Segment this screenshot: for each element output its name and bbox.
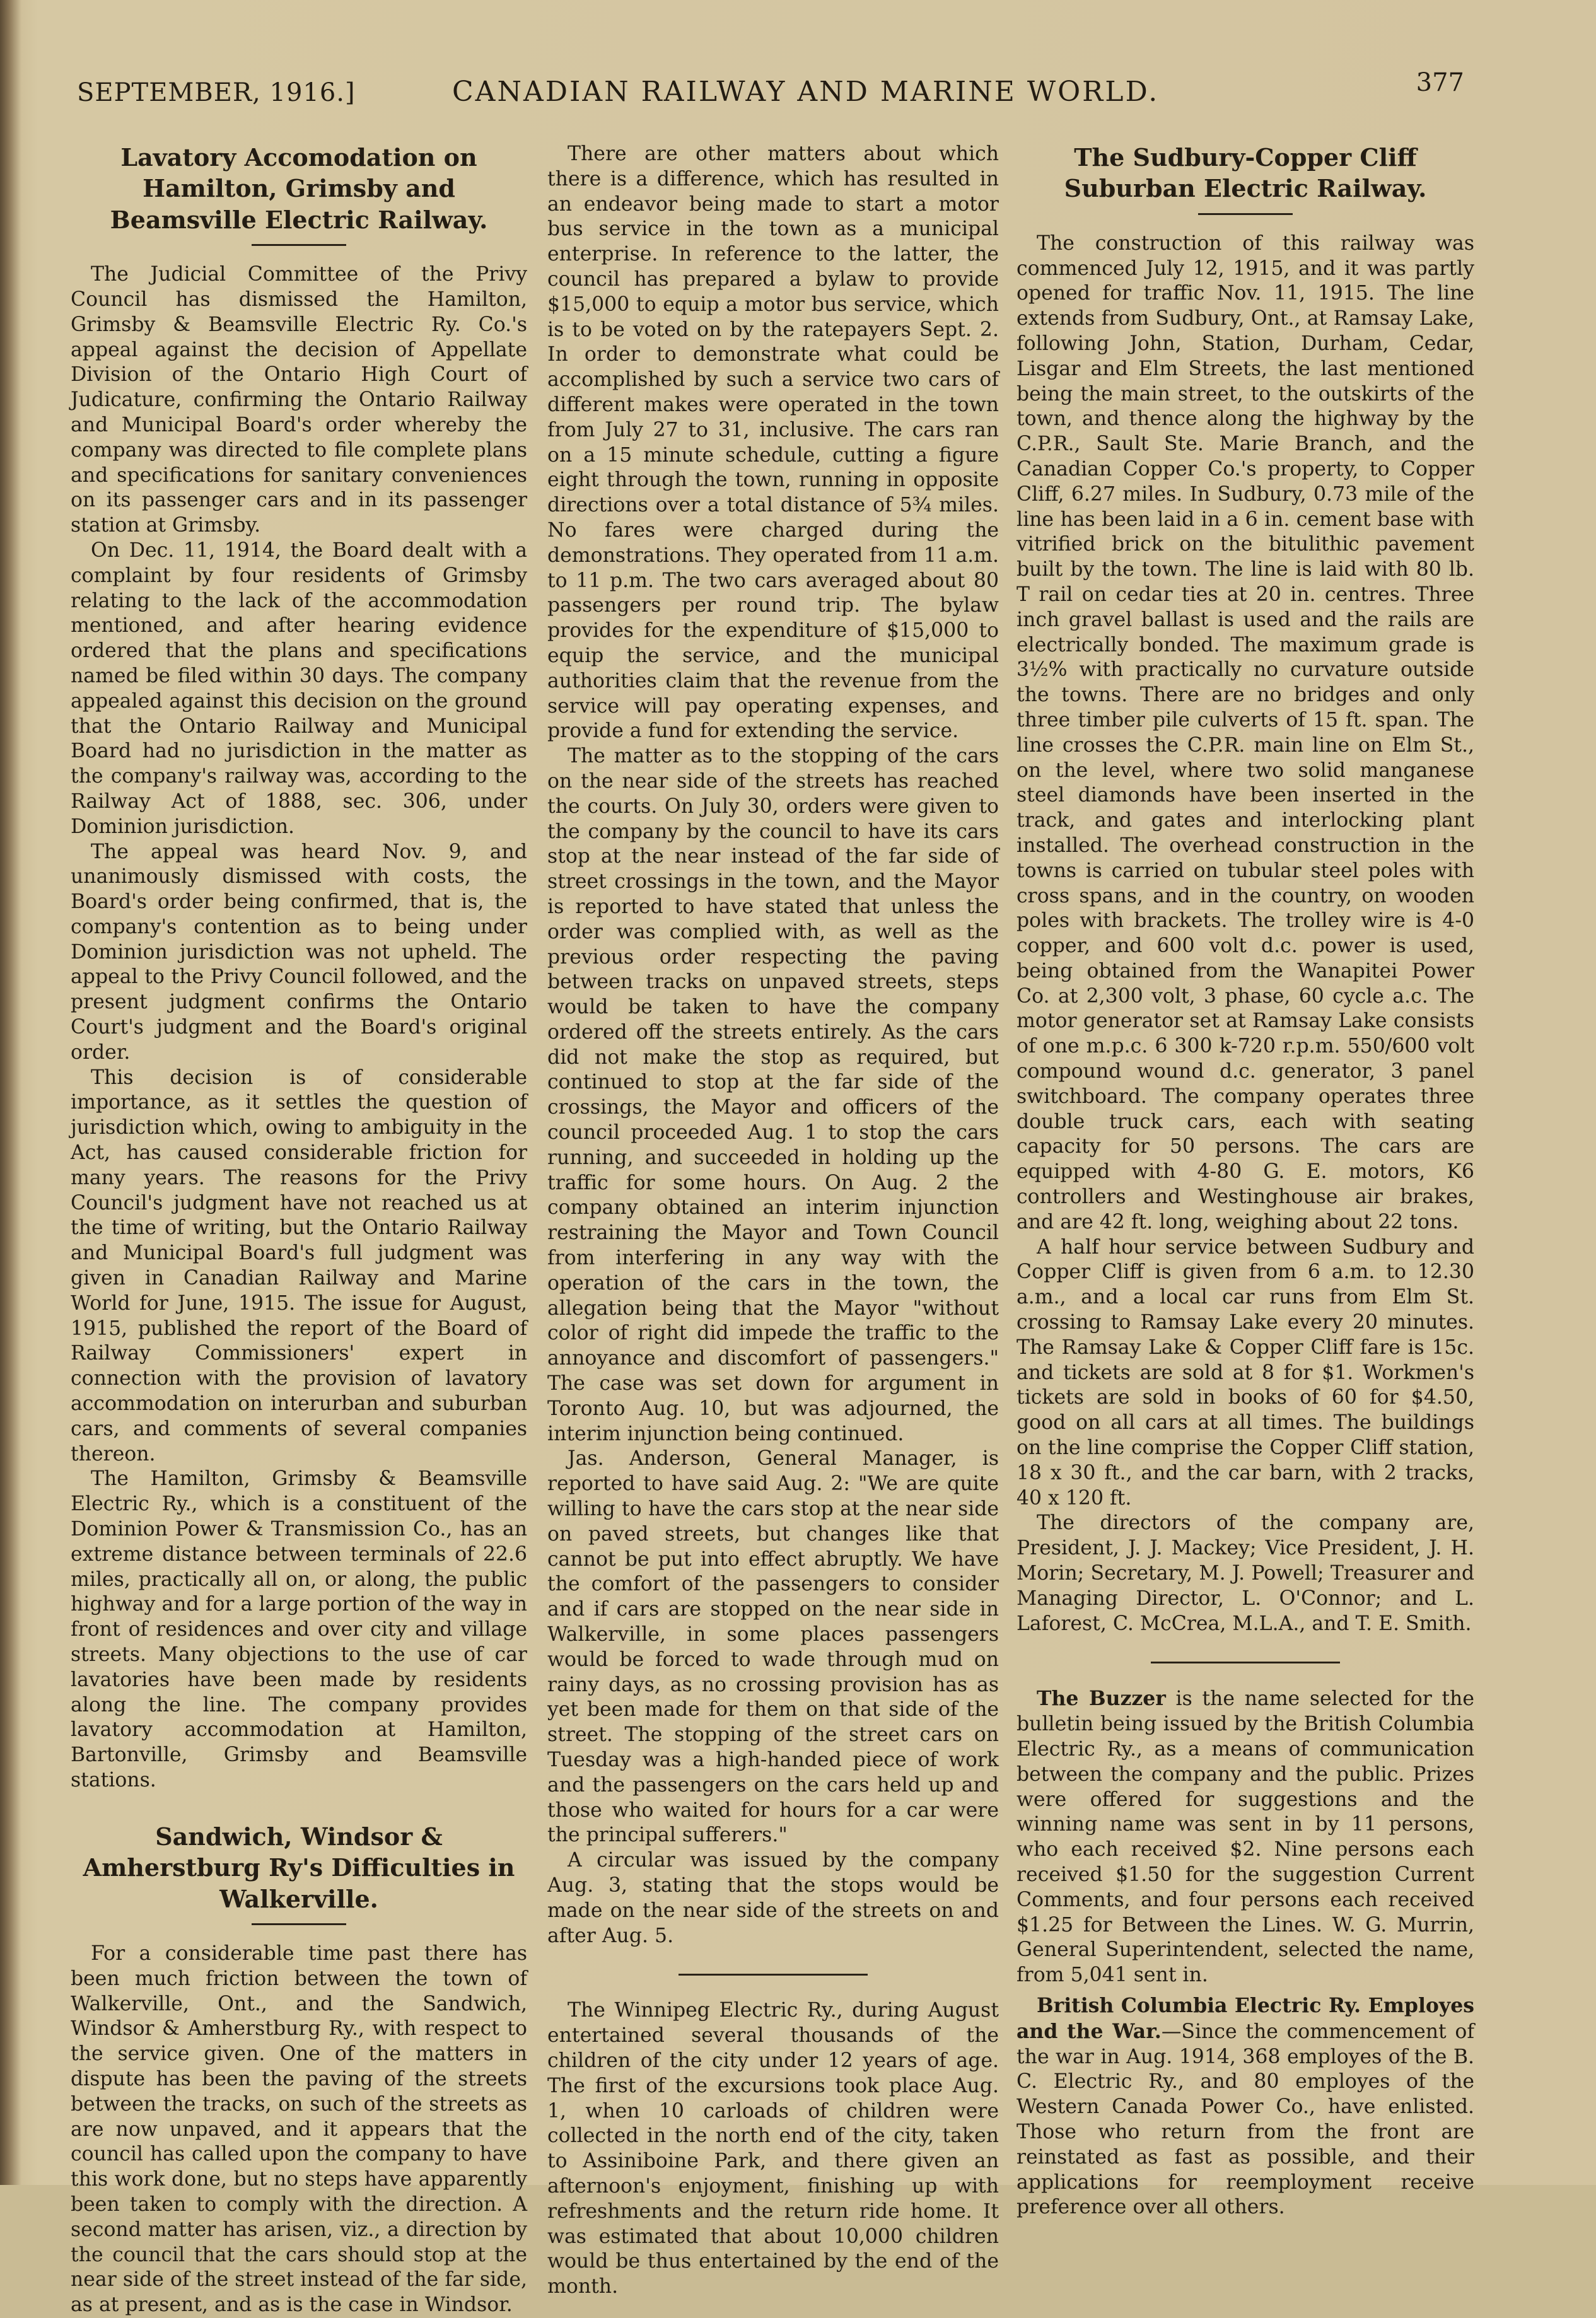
article-paragraph: The directors of the company are, President, J. J. Mackey; Vice President, J. H. Morin; Secretary, M. J. Powell; Treasurer and Managing Director, L. O'Connor; and L. Laforest, C. McCrea, M.L.A., and T. E. Smith.	[1016, 1511, 1474, 1635]
section-divider	[1151, 1662, 1340, 1663]
lead-buzzer: The Buzzer	[1037, 1687, 1166, 1711]
buzzer-text: is the name selected for the bulletin being issued by the British Columbia Electric Ry., as a means of communication between the company and the public. Prizes were offered for suggestions and the winning name was sent in by 11 persons, who each received $2. Nine persons each received $1.50 for the suggestion Current Comments, and four persons each received $1.25 for Between the Lines. W. G. Murrin, General Superintendent, selected the name, from 5,041 sent in.	[1016, 1687, 1474, 1987]
article-title-sudbury: The Sudbury-Copper Cliff Suburban Electric Railway.	[1064, 143, 1427, 203]
article-paragraph-bc-employes	[1016, 1993, 1474, 2220]
title-rule	[252, 244, 346, 246]
article-title-lavatory: Lavatory Accomodation on Hamilton, Grimsby and Beamsville Electric Railway.	[110, 143, 488, 234]
article-paragraph-buzzer	[1016, 1686, 1474, 1988]
article-paragraph: The Hamilton, Grimsby & Beamsville Electric Ry., which is a constituent of the Dominion Power & Transmission Co., has an extreme distance between terminals of 22.6 miles, practically all on, or along, the public highway and for a large portion of the way in front of residences and over city and village streets. Many objections to the use of car lavatories have been made by residents along the line. The company provides lavatory accommodation at Hamilton, Bartonville, Grimsby and Beamsville stations.	[71, 1467, 527, 1791]
article-paragraph: The Winnipeg Electric Ry., during August entertained several thousands of the children of the city under 12 years of age. The first of the excursions took place Aug. 1, when 10 carloads of children were collected in the north end of the city, taken to Assiniboine Park, and there given an afternoon's enjoyment, finishing up with refreshments and the return ride home. It was estimated that about 10,000 children would be thus entertained by the end of the month.	[547, 1999, 999, 2298]
column-2	[547, 142, 999, 2300]
article-paragraph: A half hour service between Sudbury and Copper Cliff is given from 6 a.m. to 12.30 a.m., and a local car runs from Elm St. crossing to Ramsay Lake every 20 minutes. The Ramsay Lake & Copper Cliff fare is 15c. and tickets are sold at 8 for $1. Workmen's tickets are sold in books of 60 for $4.50, good on all cars at all times. The buildings on the line comprise the Copper Cliff station, 18 x 30 ft., and the car barn, with 2 tracks, 40 x 120 ft.	[1016, 1235, 1474, 1510]
article-paragraph: The construction of this railway was commenced July 12, 1915, and it was partly opened for traffic Nov. 11, 1915. The line extends from Sudbury, Ont., at Ramsay Lake, following John, Station, Durham, Cedar, Lisgar and Elm Streets, the last mentioned being the main street, to the outskirts of the town, and thence along the highway by the C.P.R., Sault Ste. Marie Branch, and the Canadian Copper Co.'s property, to Copper Cliff, 6.27 miles. In Sudbury, 0.73 mile of the line has been laid in a 6 in. cement base with vitrified brick on the bitulithic pavement built by the town. The line is laid with 80 lb. T rail on cedar ties at 20 in. centres. Three inch gravel ballast is used and the rails are electrically bonded. The maximum grade is 3½% with practically no curvature outside the towns. There are no bridges and only three timber pile culverts of 15 ft. span. The line crosses the C.P.R. main line on Elm St., on the level, where two solid manganese steel diamonds have been inserted in the track, and gates and interlocking plant installed. The overhead construction in the towns is carried on tubular steel poles with cross spans, and in the country, on wooden poles with brackets. The trolley wire is 4-0 copper, and 600 volt d.c. power is used, being obtained from the Wanapitei Power Co. at 2,300 volt, 3 phase, 60 cycle a.c. The motor generator set at Ramsay Lake consists of one m.p.c. 6 300 k-720 r.p.m. 550/600 volt compound wound d.c. generator, 3 panel switchboard. The company operates three double truck cars, each with seating capacity for 50 persons. The cars are equipped with 4-80 G. E. motors, K6 controllers and Westinghouse air brakes, and are 42 ft. long, weighing about 22 tons.	[1016, 231, 1474, 1233]
issue-date: SEPTEMBER, 1916.]	[77, 78, 356, 107]
article-paragraph: The appeal was heard Nov. 9, and unanimously dismissed with costs, the Board's order being confirmed, that is, the company's contention as to being under Dominion jurisdiction was not upheld. The appeal to the Privy Council followed, and the present judgment confirms the Ontario Court's judgment and the Board's original order.	[71, 840, 527, 1064]
title-rule	[252, 1923, 346, 1925]
column-1	[71, 142, 527, 2318]
article-paragraph: The matter as to the stopping of the cars on the near side of the streets has reached the courts. On July 30, orders were given to the company by the council to have its cars stop at the near instead of the far side of street crossings in the town, and the Mayor is reported to have stated that unless the order was complied with, as well as the previous order respecting the paving between tracks on unpaved streets, steps would be taken to have the company ordered off the streets entirely. As the cars did not make the stop as required, but continued to stop at the far side of the crossings, the Mayor and officers of the council proceeded Aug. 1 to stop the cars running, and succeeded in holding up the traffic for some hours. On Aug. 2 the company obtained an interim injunction restraining the Mayor and Town Council from interfering in any way with the operation of the cars in the town, the allegation being that the Mayor "without color of right did impede the traffic to the annoyance and discomfort of passengers." The case was set down for argument in Toronto Aug. 10, but was adjourned, the interim injunction being continued.	[547, 745, 999, 1445]
article-paragraph: For a considerable time past there has been much friction between the town of Walkerville, Ont., and the Sandwich, Windsor & Amherstburg Ry., with respect to the service given. One of the matters in dispute has been the paving of the streets between the tracks, on such of the streets as are now unpaved, and it appears that the council has called upon the company to have this work done, but no steps have apparently been taken to comply with the direction. A second matter has arisen, viz., a direction by the council that the cars should stop at the near side of the street instead of the far side, as at present, and as is the case in Windsor.	[71, 1942, 527, 2317]
column-3	[1016, 142, 1474, 2220]
article-paragraph: On Dec. 11, 1914, the Board dealt with a complaint by four residents of Grimsby relating to the lack of the accommodation mentioned, and after hearing evidence ordered that the plans and specifications named be filed within 30 days. The company appealed against this decision on the ground that the Ontario Railway and Municipal Board had no jurisdiction in the matter as the company's railway was, according to the Railway Act of 1888, sec. 306, under Dominion jurisdiction.	[71, 539, 527, 838]
article-paragraph: There are other matters about which there is a difference, which has resulted in an endeavor being made to start a motor bus service in the town as a municipal enterprise. In reference to the latter, the council has prepared a bylaw to provide $15,000 to equip a motor bus service, which is to be voted on by the ratepayers Sept. 2. In order to demonstrate what could be accomplished by such a service two cars of different makes were operated in the town from July 27 to 31, inclusive. The cars ran on a 15 minute schedule, cutting a figure eight through the town, running in opposite directions over a total distance of 5¾ miles. No fares were charged during the demonstrations. They operated from 11 a.m. to 11 p.m. The two cars averaged about 80 passengers per round trip. The bylaw provides for the expenditure of $15,000 to equip the service, and the municipal authorities claim that the revenue from the service will pay operating expenses, and provide a fund for extending the service.	[547, 143, 999, 743]
bc-employes-text: —Since the commencement of the war in Aug. 1914, 368 employes of the B. C. Electric Ry., and 80 employes of the Western Canada Power Co., have enlisted. Those who return from the front are reinstated as fast as possible, and their applications for reemployment receive preference over all others.	[1016, 2020, 1474, 2219]
article-paragraph: A circular was issued by the company Aug. 3, stating that the stops would be made on the near side of the streets on and after Aug. 5.	[547, 1849, 999, 1947]
article-paragraph: This decision is of considerable importance, as it settles the question of jurisdiction which, owing to ambiguity in the Act, has caused considerable friction for many years. The reasons for the Privy Council's judgment have not reached us at the time of writing, but the Ontario Railway and Municipal Board's full judgment was given in Canadian Railway and Marine World for June, 1915. The issue for August, 1915, published the report of the Board of Railway Commissioners' expert in connection with the provision of lavatory accommodation on interurban and suburban cars, and comments of several companies thereon.	[71, 1066, 527, 1465]
article-paragraph: The Judicial Committee of the Privy Council has dismissed the Hamilton, Grimsby & Beamsville Electric Ry. Co.'s appeal against the decision of Appellate Division of the Ontario High Court of Judicature, confirming the Ontario Railway and Municipal Board's order whereby the company was directed to file complete plans and specifications for sanitary conveniences on its passenger cars and in its passenger station at Grimsby.	[71, 263, 527, 537]
page-header	[77, 64, 1464, 108]
section-divider	[679, 1974, 868, 1976]
article-paragraph: Jas. Anderson, General Manager, is reported to have said Aug. 2: "We are quite willing to have the cars stop at the near side on paved streets, but changes like that cannot be put into effect abruptly. We have the comfort of the passengers to consider and if cars are stopped on the near side in Walkerville, in some places passengers would be forced to wade through mud on rainy days, as no crossing provision has as yet been made for them on that side of the street. The stopping of the street cars on Tuesday was a high-handed piece of work and the passengers on the cars held up and those who waited for hours for a car were the principal sufferers."	[547, 1447, 999, 1847]
page-number: 377	[1416, 68, 1464, 97]
title-rule	[1198, 213, 1293, 215]
publication-title: CANADIAN RAILWAY AND MARINE WORLD.	[452, 76, 1160, 108]
lead-bc-employes: British Columbia Electric Ry. Employes and the War.	[1016, 1993, 1474, 2043]
article-title-sandwich: Sandwich, Windsor & Amherstburg Ry's Difficulties in Walkerville.	[83, 1822, 515, 1913]
